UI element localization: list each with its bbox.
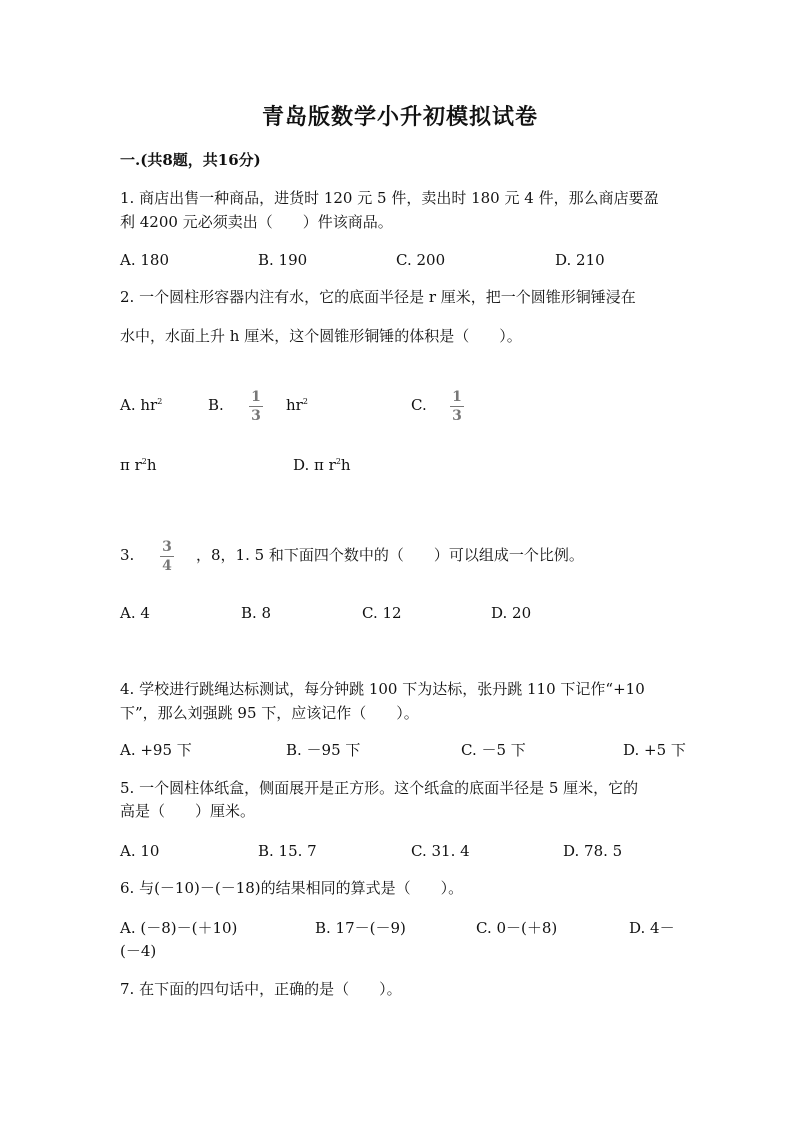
superscript-2: 2 <box>302 397 308 406</box>
question-1-line-1: 1. 商店出售一种商品，进货时 120 元 5 件，卖出时 180 元 4 件，那么商店要盈 <box>120 189 659 207</box>
option-b-text: hr <box>286 396 303 414</box>
question-3-number: 3. <box>120 546 135 564</box>
question-1-option-c: C. 200 <box>396 251 446 269</box>
fraction-bar <box>249 406 263 407</box>
superscript-2: 2 <box>141 457 147 466</box>
question-6-line-1: 6. 与(－10)－(－18)的结果相同的算式是（ ）。 <box>120 879 464 897</box>
question-2-option-c-continuation <box>120 455 157 475</box>
option-c-tail: h <box>146 456 157 474</box>
fraction-denominator: 3 <box>452 408 462 424</box>
question-4-line-2: 下”，那么刘强跳 95 下，应该记作（ ）。 <box>120 704 419 722</box>
question-5-option-c: C. 31. 4 <box>411 842 470 860</box>
fraction-bar <box>450 406 464 407</box>
option-d-text: D. π r <box>293 456 336 474</box>
question-3-option-d: D. 20 <box>491 604 532 622</box>
fraction-numerator: 1 <box>452 389 462 405</box>
question-3-option-a: A. 4 <box>120 604 150 622</box>
question-4-option-b: B. －95 下 <box>286 741 361 759</box>
question-1-line-2: 利 4200 元必须卖出（ ）件该商品。 <box>120 213 393 231</box>
question-5-option-b: B. 15. 7 <box>258 842 317 860</box>
fraction-denominator: 4 <box>162 558 172 574</box>
question-1-option-b: B. 190 <box>258 251 308 269</box>
fraction-denominator: 3 <box>251 408 261 424</box>
superscript-2: 2 <box>335 457 341 466</box>
question-3-option-c: C. 12 <box>362 604 402 622</box>
question-4-option-d: D. +5 下 <box>623 741 686 759</box>
fraction-bar <box>160 556 174 557</box>
fraction-numerator: 1 <box>251 389 261 405</box>
question-7-line-1: 7. 在下面的四句话中，正确的是（ ）。 <box>120 980 402 998</box>
question-2-line-1: 2. 一个圆柱形容器内注有水，它的底面半径是 r 厘米，把一个圆锥形铜锤浸在 <box>120 288 636 306</box>
question-4-option-c: C. －5 下 <box>461 741 526 759</box>
question-2-option-b-tail <box>286 395 308 415</box>
fraction-numerator: 3 <box>162 539 172 555</box>
question-5-option-d: D. 78. 5 <box>563 842 623 860</box>
question-1-option-a: A. 180 <box>120 251 169 269</box>
question-3-text: ，8，1. 5 和下面四个数中的（ ）可以组成一个比例。 <box>196 546 584 564</box>
question-2-option-b-label: B. <box>208 396 224 414</box>
fraction-one-third-b <box>248 389 264 424</box>
option-c-text: π r <box>120 456 142 474</box>
question-6-option-b: B. 17－(－9) <box>315 919 406 937</box>
question-1-option-d: D. 210 <box>555 251 605 269</box>
option-d-tail: h <box>340 456 351 474</box>
question-2-option-d <box>293 455 351 475</box>
question-4-line-1: 4. 学校进行跳绳达标测试，每分钟跳 100 下为达标，张丹跳 110 下记作“+10 <box>120 680 645 698</box>
section-heading: 一.(共8题，共16分) <box>120 151 261 169</box>
question-5-option-a: A. 10 <box>120 842 160 860</box>
question-5-line-2: 高是（ ）厘米。 <box>120 802 256 820</box>
option-a-text: A. hr <box>120 396 158 414</box>
question-6-option-d: D. 4－ <box>629 919 675 937</box>
superscript-2: 2 <box>157 397 163 406</box>
question-4-option-a: A. +95 下 <box>120 741 192 759</box>
fraction-three-quarters <box>159 539 175 574</box>
question-6-option-d-wrap: (－4) <box>120 942 157 960</box>
question-2-option-a <box>120 395 162 415</box>
question-3-option-b: B. 8 <box>241 604 272 622</box>
question-6-option-a: A. (－8)－(＋10) <box>120 919 238 937</box>
question-2-line-2: 水中，水面上升 h 厘米，这个圆锥形铜锤的体积是（ ）。 <box>120 327 522 345</box>
page-title: 青岛版数学小升初模拟试卷 <box>261 104 538 130</box>
question-6-option-c: C. 0－(＋8) <box>476 919 558 937</box>
question-5-line-1: 5. 一个圆柱体纸盒，侧面展开是正方形。这个纸盒的底面半径是 5 厘米，它的 <box>120 779 639 797</box>
fraction-one-third-c <box>449 389 465 424</box>
question-2-option-c-label: C. <box>411 396 427 414</box>
